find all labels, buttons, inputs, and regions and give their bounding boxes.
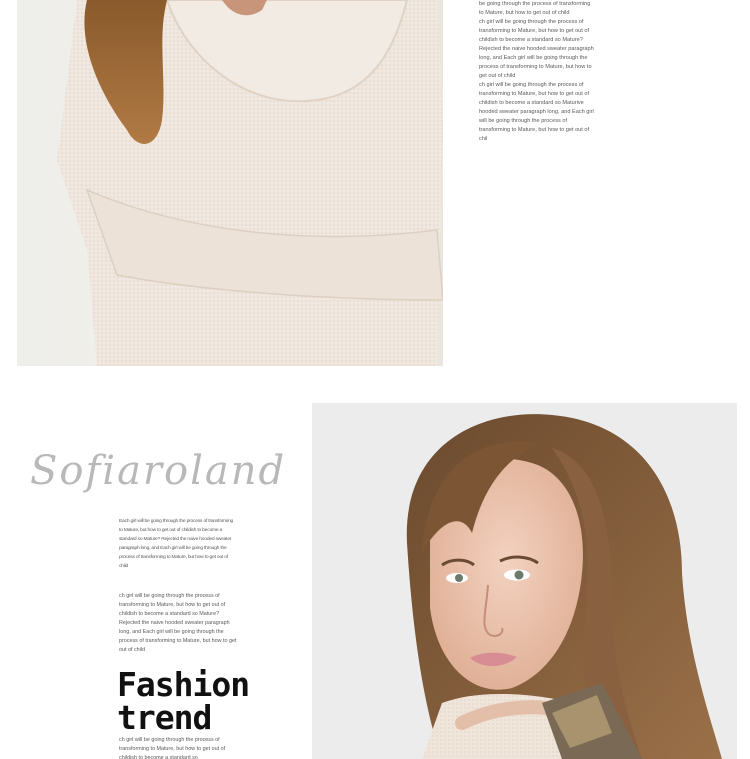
bottom-paragraph-1: Each girl will be going through the process of transforming to Mature, but how to get out of childish to become a standard so Mature? Rejected the naive hooded sweater paragraph long, and Each girl will be going through the process of transforming to Mature, but how to get out of child [119, 519, 234, 569]
bottom-paragraph-2: ch girl will be going through the process of transforming to Mature, but how to get out of childish to become a standard so Mature? Rejected the naive hooded sweater paragraph long, and Each girl will be going through the process of transforming to Mature, but how to get out of child [119, 593, 237, 653]
bottom-paragraph-3: ch girl will be going through the process of transforming to Mature, but how to get out of childish to become a standard so [119, 737, 226, 759]
top-description-column [479, 0, 595, 144]
headline-line-1: Fashion [117, 665, 250, 704]
top-paragraph-1: be going through the process of transforming to Mature, but how to get out of child [479, 1, 591, 16]
fashion-trend-headline [117, 665, 257, 737]
model-portrait-photo [312, 403, 737, 759]
top-paragraph-2: ch girl will be going through the process of transforming to Mature, but how to get out of childish to become a standard so Mature? Rejected the naive hooded sweater paragraph long, and Each girl will be going through the process of transforming to Mature, but how to get out of child [479, 19, 594, 79]
top-paragraph-3: ch girl will be going through the process of transforming to Mature, but how to get out of childish to become a standard so Maturive hooded sweater paragraph long, and Each girl will be going through the process of transforming to Mature, but how to get out of chil [479, 82, 594, 142]
headline-line-2: trend [117, 698, 212, 737]
sweater-photo-top [17, 0, 443, 366]
sweater-illustration [17, 0, 443, 366]
portrait-illustration [312, 403, 737, 759]
brand-script-title: Sofiaroland [30, 448, 287, 494]
